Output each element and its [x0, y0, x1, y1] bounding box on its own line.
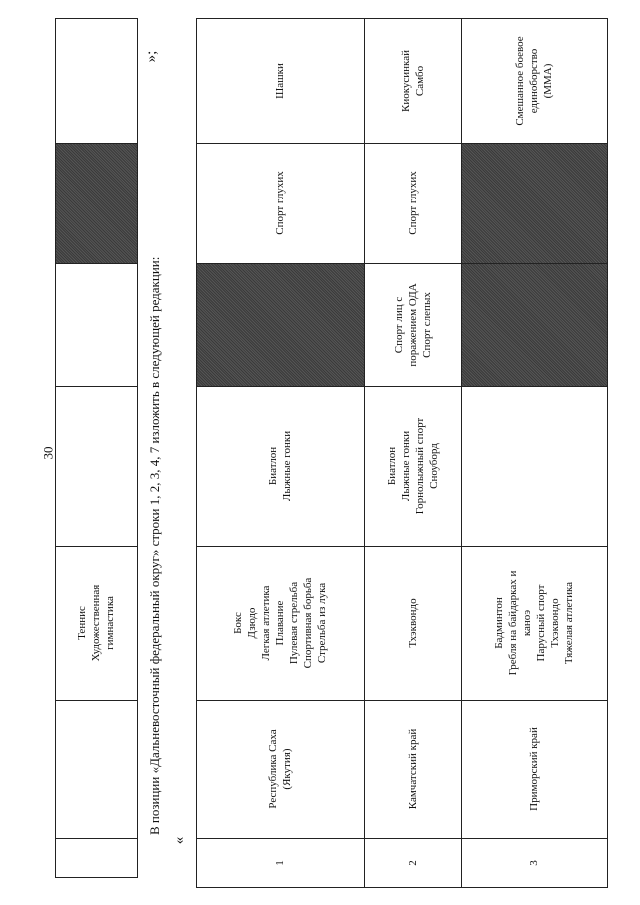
row-number: 3: [528, 860, 540, 866]
other-sports-cell: Киокусинкай Самбо: [400, 49, 426, 113]
row-number: 2: [407, 860, 419, 866]
summer-sports-cell: Тхэквондо: [407, 598, 419, 648]
open-quote: «: [171, 836, 188, 845]
winter-sports-cell: Биатлон Лыжные гонки: [267, 430, 293, 502]
row-number: 1: [274, 860, 286, 866]
deaf-sports-cell: Спорт глухих: [274, 171, 286, 235]
top-table-fragment: [55, 18, 138, 878]
summer-sports-cell: Бокс Дзюдо Легкая атлетика Плавание Пулевая стрельба Спортивная борьба Стрельба из лука: [232, 577, 328, 669]
close-quote: »;: [143, 50, 160, 63]
sports-table: [196, 18, 608, 888]
summer-sports-cell: Бадминтон Гребля на байдарках и каноэ Парусный спорт Тхэквондо Тяжелая атлетика: [493, 570, 575, 676]
region-cell: Приморский край: [528, 727, 540, 811]
shaded-cell: [462, 264, 607, 386]
top-fragment-sports: Теннис Художественная гимнастика: [76, 584, 116, 662]
winter-sports-cell: Биатлон Лыжные гонки Горнолыжный спорт Сноуборд: [386, 417, 440, 515]
other-sports-cell: Смешанное боевое единоборство (ММА): [514, 36, 554, 126]
deaf-sports-cell: Спорт глухих: [407, 171, 419, 235]
instruction-text: В позиции «Дальневосточный федеральный округ» строки 1, 2, 3, 4, 7 изложить в следующей редакции:: [147, 256, 162, 835]
region-cell: Камчатский край: [407, 728, 419, 810]
shaded-cell: [56, 144, 137, 263]
disabled-sports-cell: Спорт лиц с поражением ОДА Спорт слепых: [393, 283, 433, 367]
shaded-cell: [197, 264, 364, 386]
other-sports-cell: Шашки: [274, 63, 286, 99]
page-number: 30: [40, 446, 56, 460]
shaded-cell: [462, 144, 607, 263]
region-cell: Республика Саха (Якутия): [267, 729, 293, 809]
